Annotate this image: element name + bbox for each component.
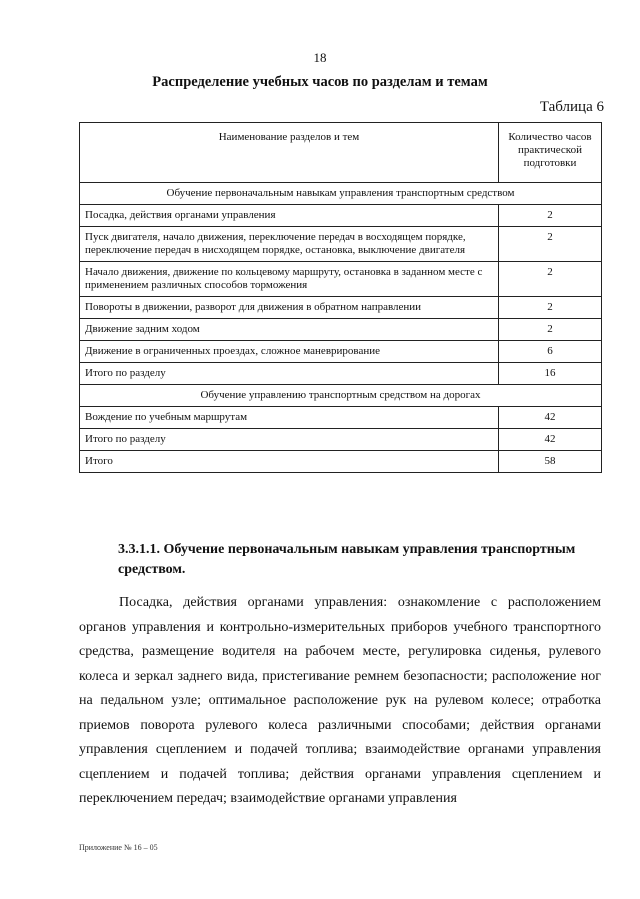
- table-header-row: [80, 123, 602, 183]
- total-name: Итого: [80, 451, 499, 473]
- row-hours: 42: [499, 429, 602, 451]
- section-title: Обучение первоначальным навыкам управления транспортным средством: [80, 183, 602, 205]
- row-name: Вождение по учебным маршрутам: [80, 407, 499, 429]
- section-row: [80, 385, 602, 407]
- row-hours: 42: [499, 407, 602, 429]
- row-hours: 2: [499, 297, 602, 319]
- table-row: [80, 262, 602, 297]
- row-hours: 6: [499, 341, 602, 363]
- row-name: Начало движения, движение по кольцевому маршруту, остановка в заданном месте с применением различных способов торможения: [80, 262, 499, 297]
- table-row: [80, 429, 602, 451]
- row-hours: 2: [499, 319, 602, 341]
- header-hours: Количество часов практической подготовки: [499, 123, 602, 183]
- row-name: Пуск двигателя, начало движения, переключение передач в восходящем порядке, переключение передач в нисходящем порядке, остановка, выключение двигателя: [80, 227, 499, 262]
- row-hours: 2: [499, 262, 602, 297]
- table-row: [80, 227, 602, 262]
- row-name: Движение в ограниченных проездах, сложное маневрирование: [80, 341, 499, 363]
- table-row: [80, 407, 602, 429]
- table-row: [80, 297, 602, 319]
- table-row: [80, 363, 602, 385]
- table-row: [80, 341, 602, 363]
- table-row: [80, 205, 602, 227]
- section-title: Обучение управлению транспортным средством на дорогах: [80, 385, 602, 407]
- row-name: Повороты в движении, разворот для движения в обратном направлении: [80, 297, 499, 319]
- row-name: Движение задним ходом: [80, 319, 499, 341]
- table-label: Таблица 6: [539, 99, 604, 115]
- row-hours: 2: [499, 227, 602, 262]
- total-hours: 58: [499, 451, 602, 473]
- section-heading: 3.3.1.1. Обучение первоначальным навыкам управления транспортным средством.: [118, 542, 576, 577]
- body-paragraph: Посадка, действия органами управления: ознакомление с расположением органов управления и контрольно-измерительных приборов учебного транспортного средства, размещение водителя на рабочем месте, регулировка сиденья, рулевого колеса и зеркал заднего вида, пристегивание ремнем безопасности; расположение ног на педальном узле; оптимальное расположение рук на рулевом колесе; отработка приемов поворота рулевого колеса различными способами; действия органами управления сцеплением и подачей топлива; взаимодействие органами управления сцеплением и подачей топлива; действия органами управления сцеплением и переключением передач; взаимодействие органами управления: [79, 595, 601, 806]
- total-row: [80, 451, 602, 473]
- header-name: Наименование разделов и тем: [80, 123, 499, 183]
- hours-table: [79, 122, 602, 473]
- row-hours: 16: [499, 363, 602, 385]
- row-name: Посадка, действия органами управления: [80, 205, 499, 227]
- footer-note: Приложение № 16 – 05: [79, 843, 158, 852]
- page-title: Распределение учебных часов по разделам и темам: [152, 74, 488, 90]
- table-row: [80, 319, 602, 341]
- section-row: [80, 183, 602, 205]
- page-number: 18: [313, 50, 327, 65]
- row-hours: 2: [499, 205, 602, 227]
- row-name: Итого по разделу: [80, 363, 499, 385]
- row-name: Итого по разделу: [80, 429, 499, 451]
